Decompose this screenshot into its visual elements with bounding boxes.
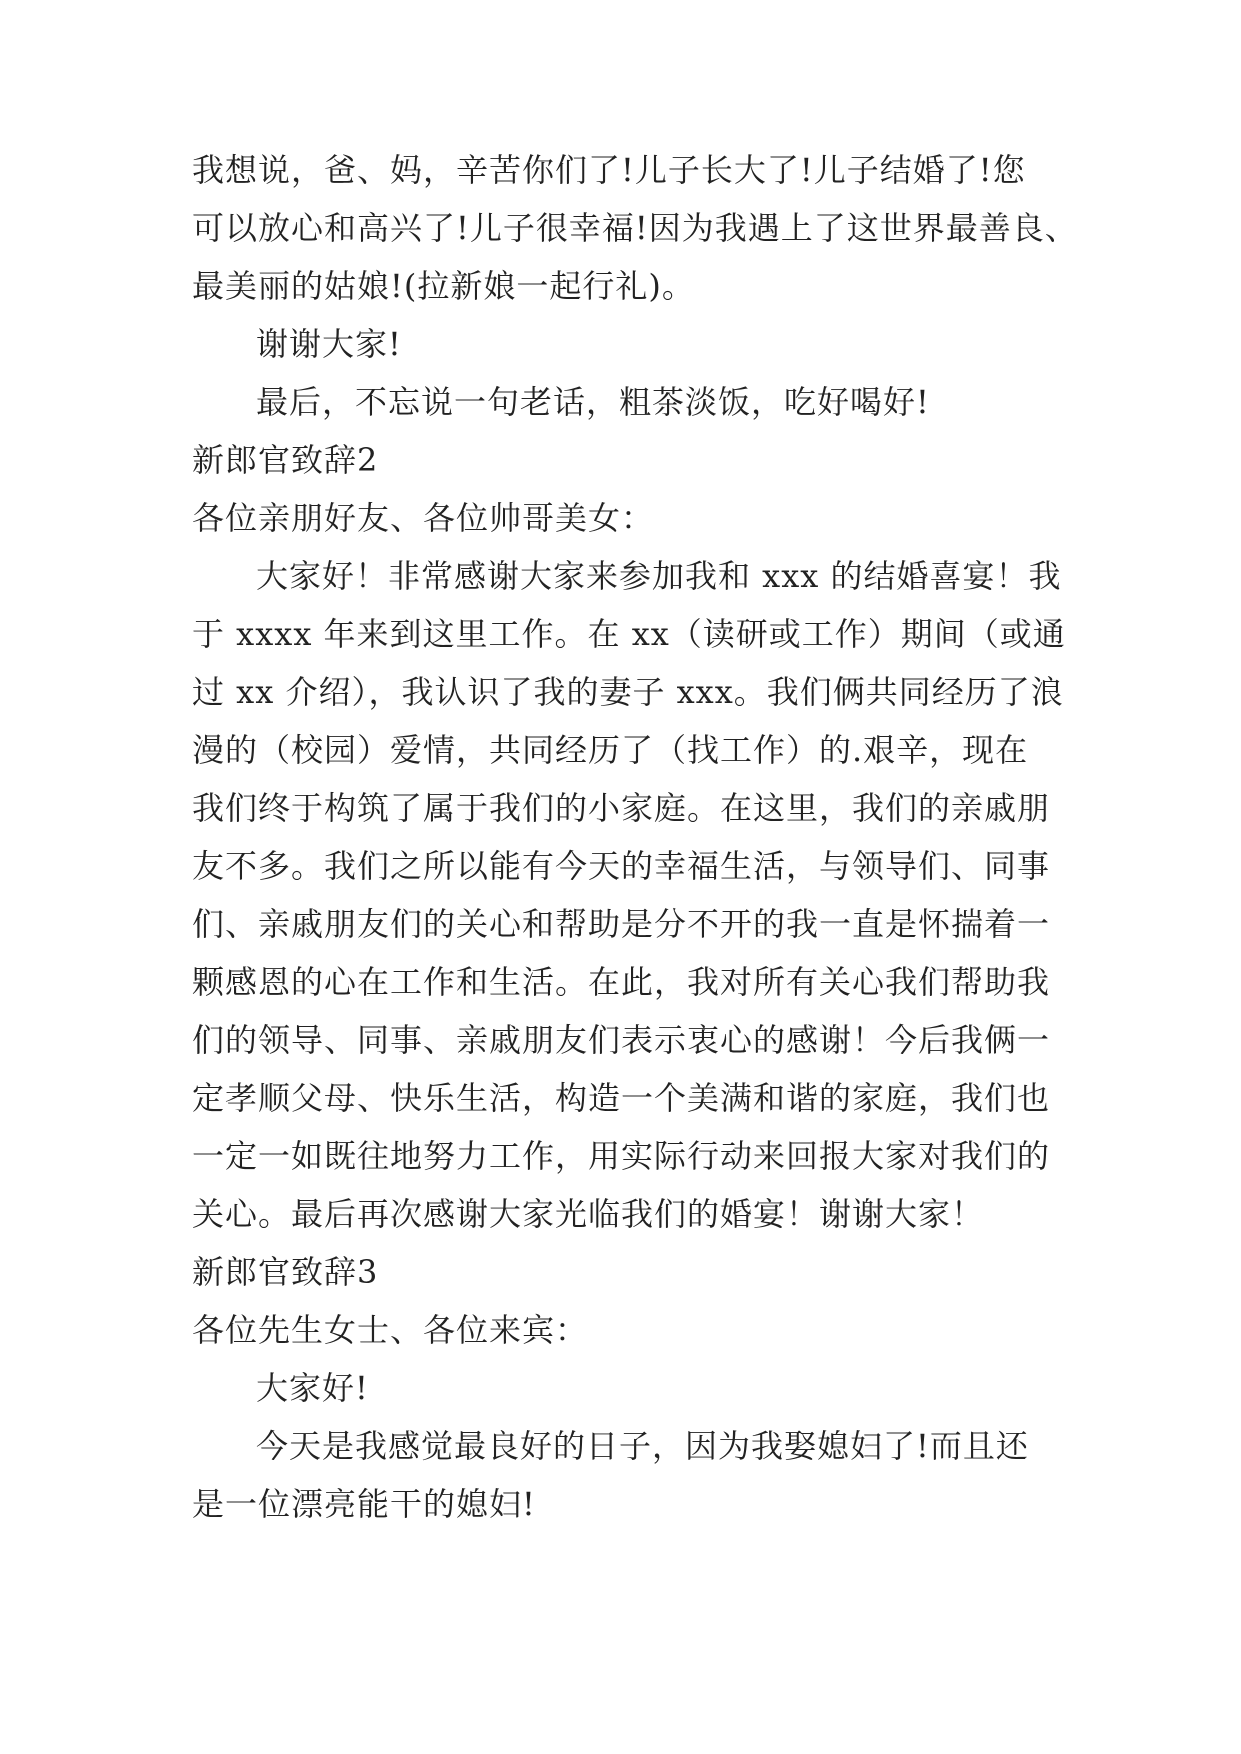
text-line: 我想说，爸、妈，辛苦你们了!儿子长大了!儿子结婚了!您: [192, 151, 1026, 189]
section-heading: 新郎官致辞3: [192, 1253, 379, 1291]
section-heading: 新郎官致辞2: [192, 441, 379, 479]
text-line: 可以放心和高兴了!儿子很幸福!因为我遇上了这世界最善良、: [192, 209, 1078, 247]
text-line: 大家好！非常感谢大家来参加我和 xxx 的结婚喜宴！我: [256, 557, 1062, 595]
text-line: 友不多。我们之所以能有今天的幸福生活，与领导们、同事: [192, 847, 1051, 885]
text-line: 颗感恩的心在工作和生活。在此，我对所有关心我们帮助我: [192, 963, 1051, 1001]
text-line: 是一位漂亮能干的媳妇!: [192, 1485, 536, 1523]
text-line: 一定一如既往地努力工作，用实际行动来回报大家对我们的: [192, 1137, 1051, 1175]
text-line: 今天是我感觉最良好的日子，因为我娶媳妇了!而且还: [256, 1427, 1029, 1465]
salutation: 各位先生女士、各位来宾：: [192, 1311, 589, 1349]
text-line: 于 xxxx 年来到这里工作。在 xx（读研或工作）期间（或通: [192, 615, 1066, 653]
salutation: 各位亲朋好友、各位帅哥美女：: [192, 499, 655, 537]
text-line: 最后，不忘说一句老话，粗茶淡饭，吃好喝好!: [256, 383, 930, 421]
text-line: 谢谢大家!: [256, 325, 402, 363]
text-line: 过 xx 介绍），我认识了我的妻子 xxx。我们俩共同经历了浪: [192, 673, 1064, 711]
text-line: 我们终于构筑了属于我们的小家庭。在这里，我们的亲戚朋: [192, 789, 1051, 827]
text-line: 们的领导、同事、亲戚朋友们表示衷心的感谢！今后我俩一: [192, 1021, 1051, 1059]
text-line: 们、亲戚朋友们的关心和帮助是分不开的我一直是怀揣着一: [192, 905, 1051, 943]
text-line: 最美丽的姑娘!(拉新娘一起行礼)。: [192, 267, 695, 305]
text-line: 大家好!: [256, 1369, 369, 1407]
text-line: 关心。最后再次感谢大家光临我们的婚宴！谢谢大家！: [192, 1195, 985, 1233]
text-line: 漫的（校园）爱情，共同经历了（找工作）的.艰辛，现在: [192, 731, 1029, 769]
text-line: 定孝顺父母、快乐生活，构造一个美满和谐的家庭，我们也: [192, 1079, 1051, 1117]
